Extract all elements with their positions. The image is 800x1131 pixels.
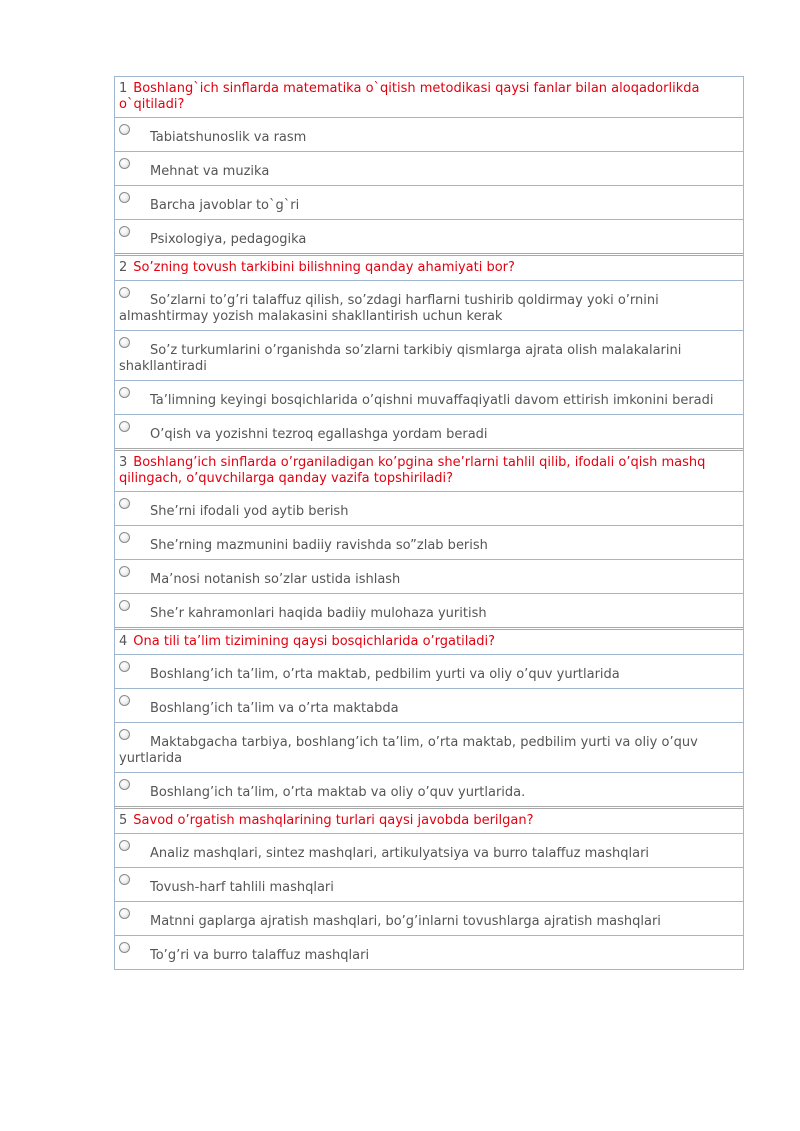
radio-button-icon[interactable] (119, 942, 130, 953)
answer-option-label: Matnni gaplarga ajratish mashqlari, bo’g’inlarni tovushlarga ajratish mashqlari (150, 914, 661, 929)
question-1 (115, 76, 743, 253)
answer-option-label: She’rning mazmunini badiiy ravishda so”zlab berish (150, 538, 488, 553)
question-header (115, 451, 743, 492)
answer-option[interactable] (115, 220, 743, 253)
answer-option-label: Maktabgacha tarbiya, boshlang’ich ta’lim, o’rta maktab, pedbilim yurti va oliy o’quv yurtlarida (119, 735, 698, 766)
radio-button-icon[interactable] (119, 874, 130, 885)
question-2 (115, 253, 743, 448)
answer-option-label: O’qish va yozishni tezroq egallashga yordam beradi (150, 427, 488, 442)
answer-option[interactable] (115, 723, 743, 773)
answer-option-label: Boshlang’ich ta’lim, o’rta maktab, pedbilim yurti va oliy o’quv yurtlarida (150, 667, 620, 682)
answer-option[interactable] (115, 118, 743, 152)
answer-option-label: Psixologiya, pedagogika (150, 232, 307, 247)
radio-button-icon[interactable] (119, 600, 130, 611)
answer-option[interactable] (115, 689, 743, 723)
answer-option[interactable] (115, 773, 743, 806)
answer-option[interactable] (115, 868, 743, 902)
answer-option-label: Mehnat va muzika (150, 164, 270, 179)
answer-option[interactable] (115, 655, 743, 689)
radio-button-icon[interactable] (119, 498, 130, 509)
question-text: So’zning tovush tarkibini bilishning qanday ahamiyati bor? (133, 260, 515, 275)
question-3 (115, 448, 743, 627)
answer-option-label: Boshlang’ich ta’lim, o’rta maktab va oliy o’quv yurtlarida. (150, 785, 526, 800)
question-number: 4 (119, 634, 128, 649)
radio-button-icon[interactable] (119, 779, 130, 790)
answer-option[interactable] (115, 186, 743, 220)
question-5 (115, 806, 743, 969)
quiz-table (114, 76, 744, 970)
question-text: Savod o’rgatish mashqlarining turlari qaysi javobda berilgan? (133, 813, 534, 828)
question-4 (115, 627, 743, 806)
answer-option[interactable] (115, 560, 743, 594)
radio-button-icon[interactable] (119, 661, 130, 672)
question-header (115, 809, 743, 834)
question-number: 3 (119, 455, 128, 470)
radio-button-icon[interactable] (119, 337, 130, 348)
answer-option-label: Barcha javoblar to`g`ri (150, 198, 300, 213)
answer-option-label: Ta’limning keyingi bosqichlarida o’qishni muvaffaqiyatli davom ettirish imkonini beradi (150, 393, 714, 408)
question-number: 2 (119, 260, 128, 275)
answer-option[interactable] (115, 902, 743, 936)
question-header (115, 256, 743, 281)
answer-option[interactable] (115, 526, 743, 560)
radio-button-icon[interactable] (119, 287, 130, 298)
radio-button-icon[interactable] (119, 840, 130, 851)
question-number: 1 (119, 81, 128, 96)
answer-option[interactable] (115, 331, 743, 381)
answer-option[interactable] (115, 936, 743, 969)
question-text: Ona tili ta’lim tizimining qaysi bosqichlarida o’rgatiladi? (133, 634, 496, 649)
answer-option-label: She’r kahramonlari haqida badiiy mulohaza yuritish (150, 606, 487, 621)
answer-option-label: Analiz mashqlari, sintez mashqlari, artikulyatsiya va burro talaffuz mashqlari (150, 846, 650, 861)
question-header (115, 77, 743, 118)
answer-option-label: So’z turkumlarini o’rganishda so’zlarni tarkibiy qismlarga ajrata olish malakalarini shakllantiradi (119, 343, 682, 374)
answer-option-label: To’g’ri va burro talaffuz mashqlari (150, 948, 370, 963)
answer-option-label: Tovush-harf tahlili mashqlari (150, 880, 334, 895)
answer-option[interactable] (115, 381, 743, 415)
radio-button-icon[interactable] (119, 387, 130, 398)
question-number: 5 (119, 813, 128, 828)
radio-button-icon[interactable] (119, 695, 130, 706)
radio-button-icon[interactable] (119, 192, 130, 203)
question-header (115, 630, 743, 655)
answer-option[interactable] (115, 152, 743, 186)
answer-option[interactable] (115, 492, 743, 526)
answer-option-label: Ma’nosi notanish so’zlar ustida ishlash (150, 572, 401, 587)
radio-button-icon[interactable] (119, 226, 130, 237)
radio-button-icon[interactable] (119, 421, 130, 432)
answer-option-label: Tabiatshunoslik va rasm (150, 130, 307, 145)
answer-option-label: So’zlarni to’g’ri talaffuz qilish, so’zdagi harflarni tushirib qoldirmay yoki o’rnini almashtirmay yozish malakasini shakllantirish uchun kerak (119, 293, 659, 324)
radio-button-icon[interactable] (119, 729, 130, 740)
radio-button-icon[interactable] (119, 566, 130, 577)
radio-button-icon[interactable] (119, 908, 130, 919)
answer-option[interactable] (115, 415, 743, 448)
radio-button-icon[interactable] (119, 158, 130, 169)
question-text: Boshlang’ich sinflarda o’rganiladigan ko’pgina she’rlarni tahlil qilib, ifodali o’qish mashq qilingach, o’quvchilarga qanday vazifa topshiriladi? (119, 455, 706, 486)
question-text: Boshlang`ich sinflarda matematika o`qitish metodikasi qaysi fanlar bilan aloqadorlikda o`qitiladi? (119, 81, 700, 112)
answer-option[interactable] (115, 594, 743, 627)
answer-option[interactable] (115, 281, 743, 331)
answer-option[interactable] (115, 834, 743, 868)
answer-option-label: Boshlang’ich ta’lim va o’rta maktabda (150, 701, 399, 716)
radio-button-icon[interactable] (119, 532, 130, 543)
radio-button-icon[interactable] (119, 124, 130, 135)
answer-option-label: She’rni ifodali yod aytib berish (150, 504, 349, 519)
